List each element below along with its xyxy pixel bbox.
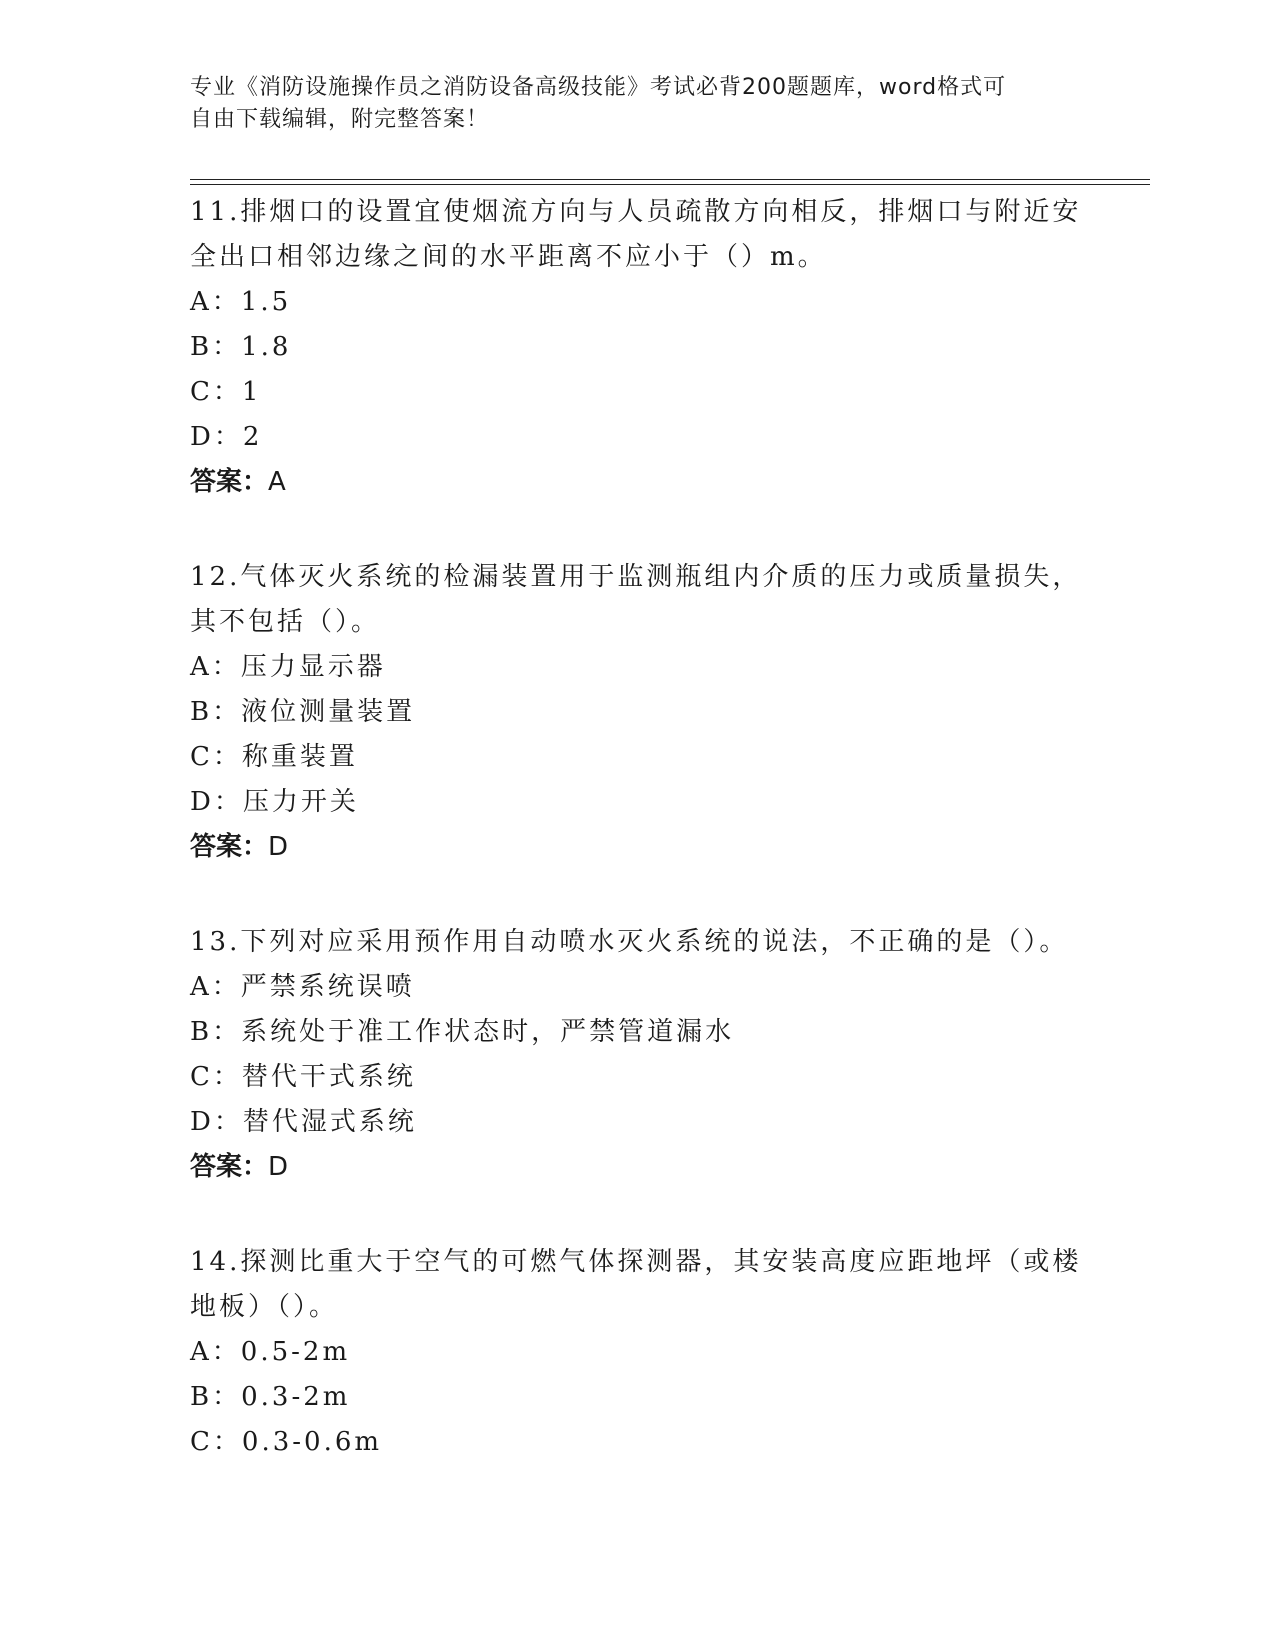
option-value: 0.5-2m xyxy=(240,1337,351,1367)
option-value: 替代湿式系统 xyxy=(242,1107,417,1137)
option-key: C： xyxy=(190,1062,242,1092)
option-d xyxy=(190,415,1090,460)
option-c xyxy=(190,735,1090,780)
question-text-line: 其不包括（）。 xyxy=(190,607,381,637)
question-12 xyxy=(190,555,1090,870)
question-text xyxy=(190,920,1090,965)
question-14 xyxy=(190,1240,1090,1465)
option-d xyxy=(190,780,1090,825)
option-value: 1.8 xyxy=(241,332,292,362)
question-text-line: 14.探测比重大于空气的可燃气体探测器，其安装高度应距地坪（或楼 xyxy=(190,1247,1082,1277)
question-text xyxy=(190,1240,1090,1330)
question-text-line: 12.气体灭火系统的检漏装置用于监测瓶组内介质的压力或质量损失， xyxy=(190,562,1082,592)
answer-line xyxy=(190,460,1090,505)
answer-label: 答案： xyxy=(190,467,269,497)
option-key: C： xyxy=(190,742,242,772)
option-a xyxy=(190,645,1090,690)
option-value: 0.3-2m xyxy=(241,1382,351,1412)
question-text-line: 13.下列对应采用预作用自动喷水灭火系统的说法，不正确的是（）。 xyxy=(190,927,1069,957)
option-key: A： xyxy=(190,652,241,682)
option-key: D： xyxy=(190,422,243,452)
document-header xyxy=(190,72,1090,136)
option-b xyxy=(190,1375,1090,1420)
option-value: 称重装置 xyxy=(241,742,358,772)
answer-value: D xyxy=(268,832,289,862)
option-key: B： xyxy=(190,697,242,727)
question-11 xyxy=(190,190,1090,505)
option-key: C： xyxy=(190,1427,242,1457)
question-list xyxy=(190,190,1090,1515)
option-key: B： xyxy=(190,332,242,362)
header-line-1: 专业《消防设施操作员之消防设备高级技能》考试必背200题题库，word格式可 xyxy=(190,75,1007,100)
option-value: 压力开关 xyxy=(242,787,359,817)
option-key: A： xyxy=(190,972,241,1002)
option-value: 1 xyxy=(241,377,262,407)
option-value: 1.5 xyxy=(240,287,292,317)
option-key: D： xyxy=(190,1107,243,1137)
answer-label: 答案： xyxy=(190,832,269,862)
option-key: B： xyxy=(190,1017,242,1047)
option-c xyxy=(190,1055,1090,1100)
option-value: 严禁系统误喷 xyxy=(240,972,415,1002)
header-divider-bottom xyxy=(190,184,1150,185)
option-value: 液位测量装置 xyxy=(241,697,416,727)
option-c xyxy=(190,1420,1090,1465)
option-a xyxy=(190,965,1090,1010)
question-text-line: 地板）（）。 xyxy=(190,1292,339,1322)
answer-label: 答案： xyxy=(190,1152,269,1182)
option-b xyxy=(190,1010,1090,1055)
option-value: 系统处于准工作状态时，严禁管道漏水 xyxy=(241,1017,735,1047)
question-text-line: 11.排烟口的设置宜使烟流方向与人员疏散方向相反，排烟口与附近安 xyxy=(190,197,1082,227)
header-divider-top xyxy=(190,179,1150,180)
question-text xyxy=(190,555,1090,645)
option-value: 压力显示器 xyxy=(240,652,386,682)
option-key: B： xyxy=(190,1382,242,1412)
question-text-line: 全出口相邻边缘之间的水平距离不应小于（）m。 xyxy=(190,242,827,272)
answer-value: A xyxy=(268,467,286,497)
option-key: A： xyxy=(190,287,241,317)
option-a xyxy=(190,1330,1090,1375)
option-c xyxy=(190,370,1090,415)
header-line-2: 自由下载编辑，附完整答案！ xyxy=(190,107,490,132)
answer-line xyxy=(190,1145,1090,1190)
option-key: C： xyxy=(190,377,242,407)
option-d xyxy=(190,1100,1090,1145)
question-text xyxy=(190,190,1090,280)
option-b xyxy=(190,690,1090,735)
option-value: 0.3-0.6m xyxy=(241,1427,383,1457)
option-value: 2 xyxy=(242,422,263,452)
answer-value: D xyxy=(268,1152,289,1182)
option-b xyxy=(190,325,1090,370)
option-a xyxy=(190,280,1090,325)
option-key: D： xyxy=(190,787,243,817)
option-value: 替代干式系统 xyxy=(241,1062,416,1092)
option-key: A： xyxy=(190,1337,241,1367)
answer-line xyxy=(190,825,1090,870)
question-13 xyxy=(190,920,1090,1190)
